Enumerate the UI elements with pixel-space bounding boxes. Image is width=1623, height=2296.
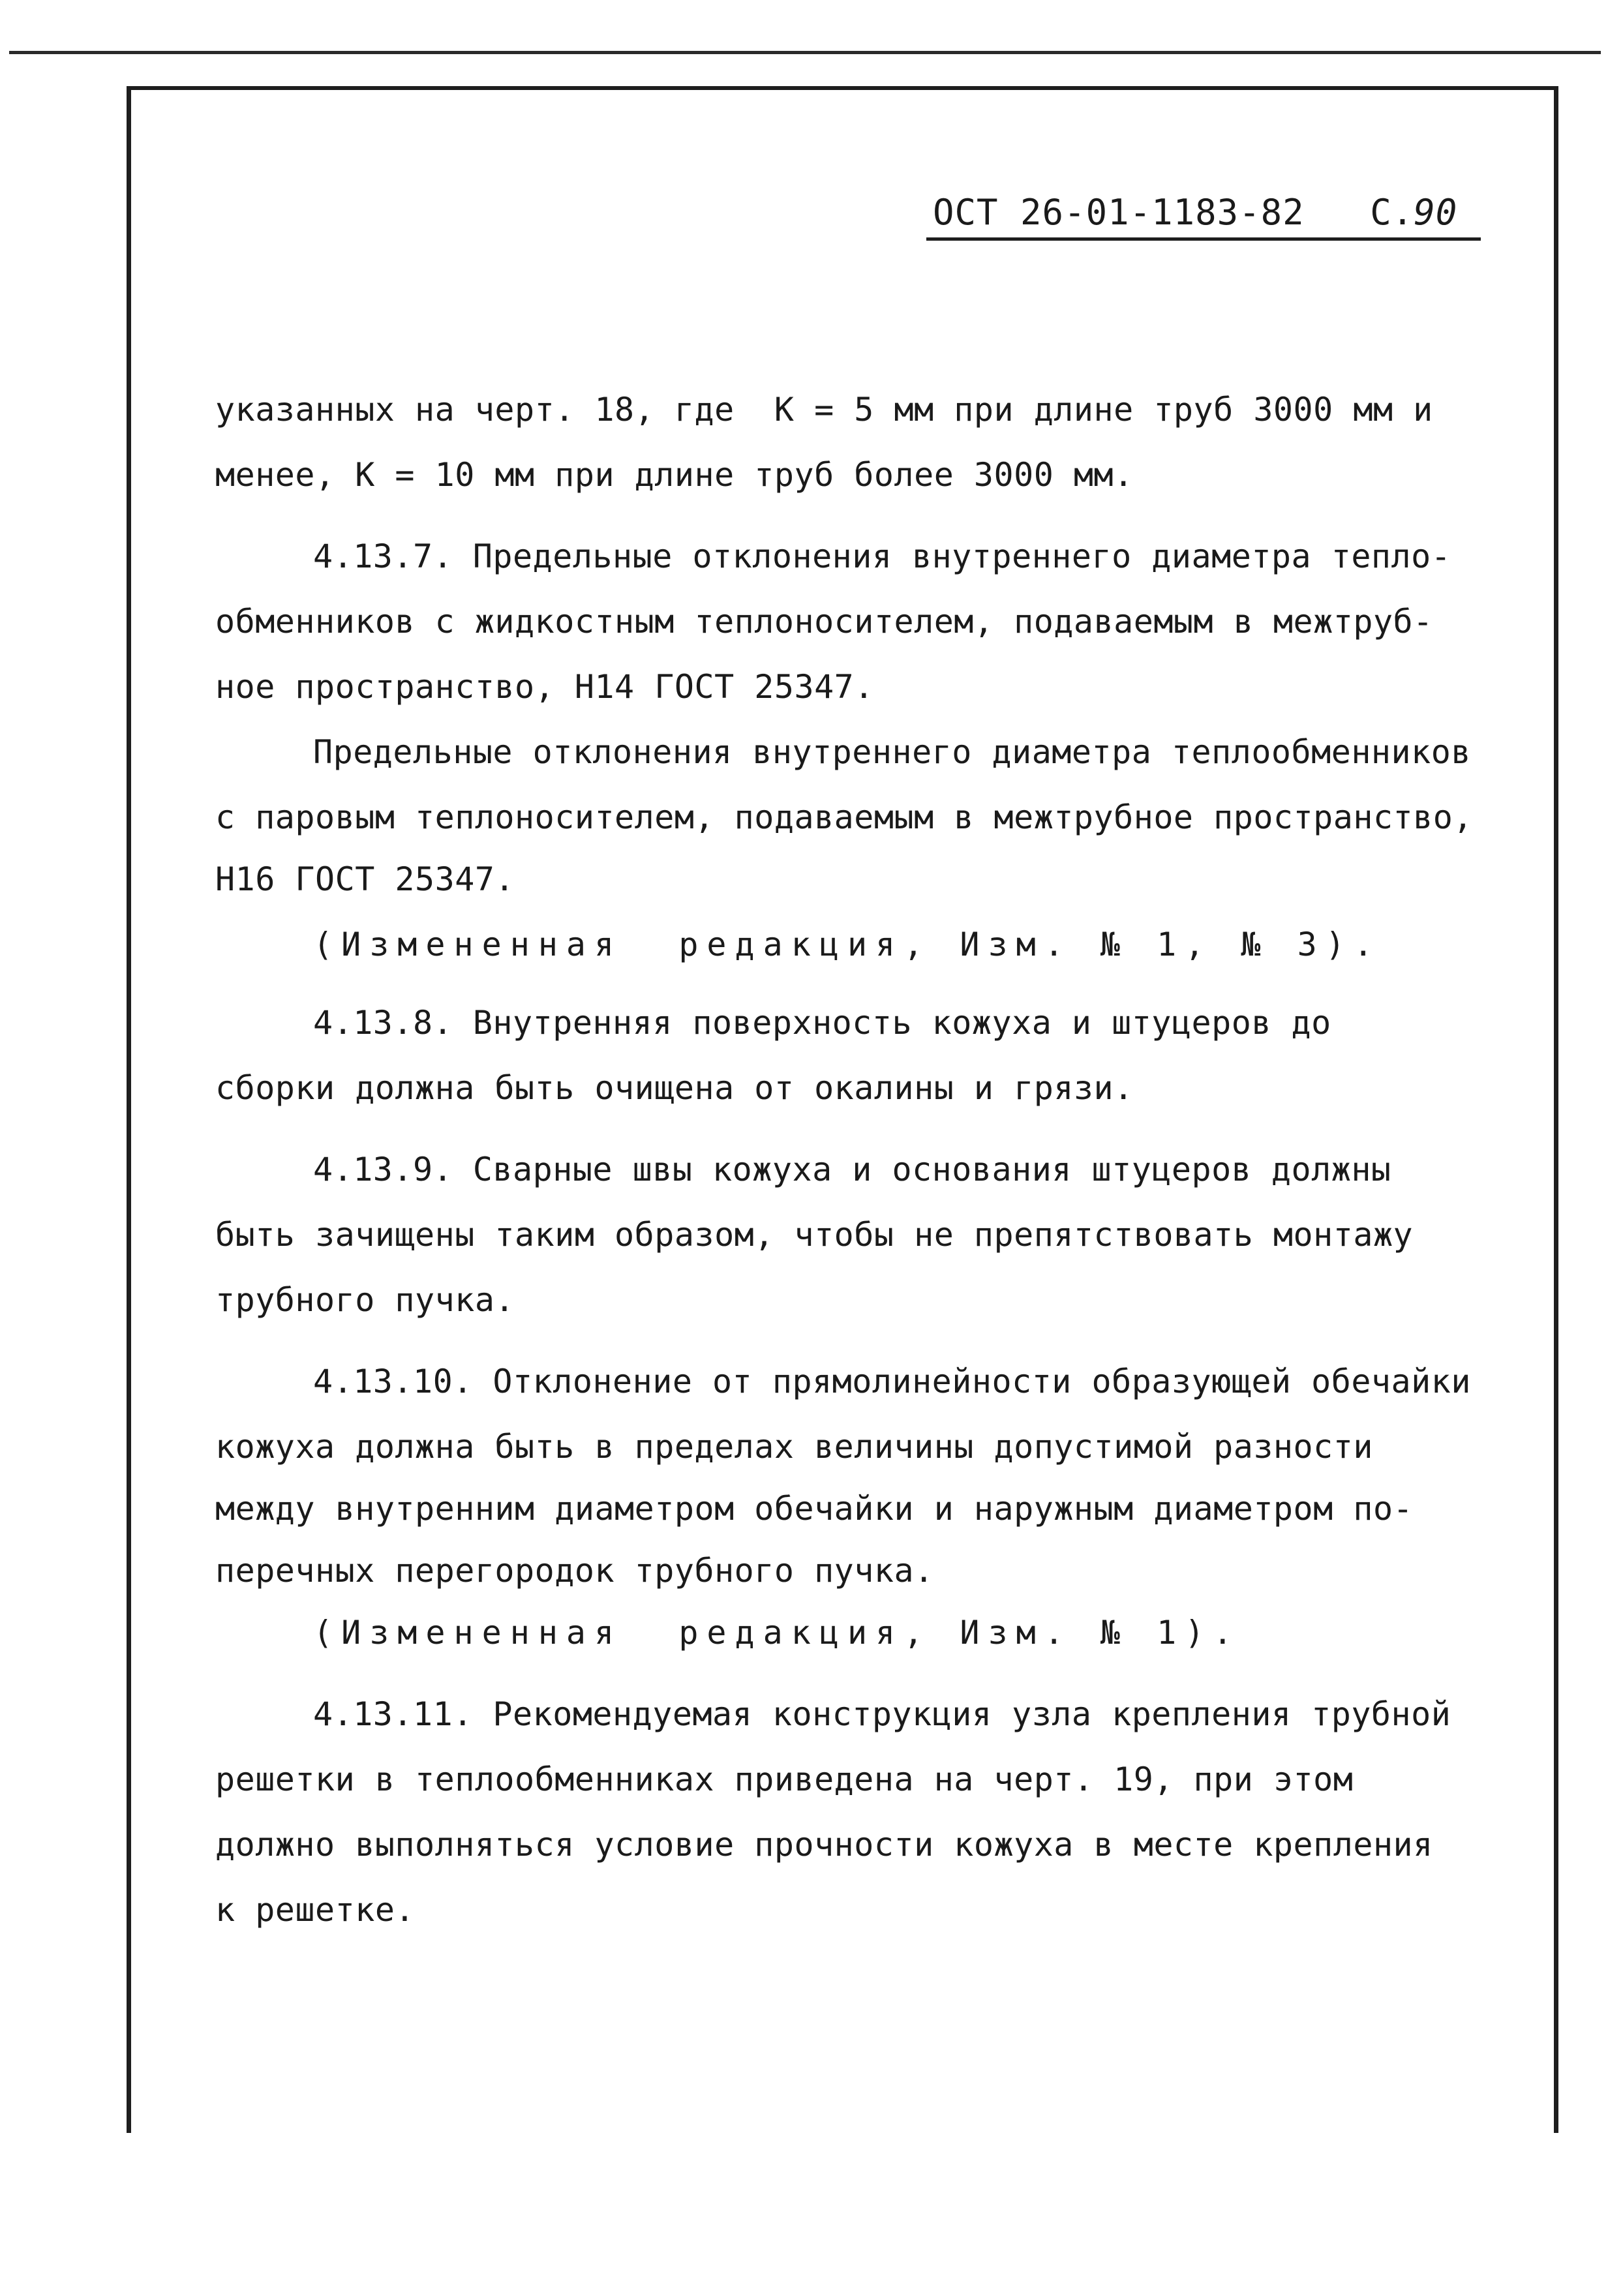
text-line: между внутренним диаметром обечайки и наружным диаметром по- <box>215 1490 1414 1528</box>
page-prefix: С. <box>1370 192 1414 233</box>
revision-note: (Измененная редакция, Изм. № 1, № 3). <box>313 926 1382 963</box>
text-line: ное пространство, Н14 ГОСТ 25347. <box>215 668 874 706</box>
text-line: решетки в теплообменниках приведена на черт. 19, при этом <box>215 1760 1354 1798</box>
frame-top-line <box>129 86 1556 90</box>
section-4-13-7-heading-line: 4.13.7. Предельные отклонения внутреннего диаметра тепло- <box>313 537 1451 575</box>
section-4-13-8-heading-line: 4.13.8. Внутренняя поверхность кожуха и штуцеров до <box>313 1004 1331 1042</box>
text-line: перечных перегородок трубного пучка. <box>215 1552 934 1590</box>
section-4-13-11-heading-line: 4.13.11. Рекомендуемая конструкция узла крепления трубной <box>313 1695 1451 1733</box>
revision-note: (Измененная редакция, Изм. № 1). <box>313 1614 1241 1652</box>
frame-right-line <box>1554 86 1558 2133</box>
text-line: Н16 ГОСТ 25347. <box>215 860 515 898</box>
text-line: трубного пучка. <box>215 1281 515 1319</box>
text-line: с паровым теплоносителем, подаваемым в межтрубное пространство, <box>215 798 1473 836</box>
header-underline <box>926 237 1481 241</box>
page-number: 90 <box>1414 192 1458 233</box>
text-line: указанных на черт. 18, где К = 5 мм при длине труб 3000 мм и <box>215 391 1433 429</box>
text-line: к решетке. <box>215 1891 416 1929</box>
text-line: кожуха должна быть в пределах величины допустимой разности <box>215 1428 1373 1466</box>
header-text <box>933 192 1457 233</box>
top-border-rule <box>9 51 1601 54</box>
text-line: сборки должна быть очищена от окалины и грязи. <box>215 1069 1134 1107</box>
text-line: менее, К = 10 мм при длине труб более 3000 мм. <box>215 456 1134 494</box>
document-number: ОСТ 26-01-1183-82 <box>933 192 1305 233</box>
section-4-13-9-heading-line: 4.13.9. Сварные швы кожуха и основания штуцеров должны <box>313 1151 1391 1188</box>
text-line: Предельные отклонения внутреннего диаметра теплообменников <box>313 733 1471 771</box>
text-line: должно выполняться условие прочности кожуха в месте крепления <box>215 1826 1433 1864</box>
text-line: быть зачищены таким образом, чтобы не препятствовать монтажу <box>215 1216 1414 1254</box>
frame-left-line <box>127 86 131 2133</box>
page-header <box>926 183 1487 241</box>
section-4-13-10-heading-line: 4.13.10. Отклонение от прямолинейности образующей обечайки <box>313 1363 1471 1400</box>
text-line: обменников с жидкостным теплоносителем, подаваемым в межтруб- <box>215 603 1433 641</box>
